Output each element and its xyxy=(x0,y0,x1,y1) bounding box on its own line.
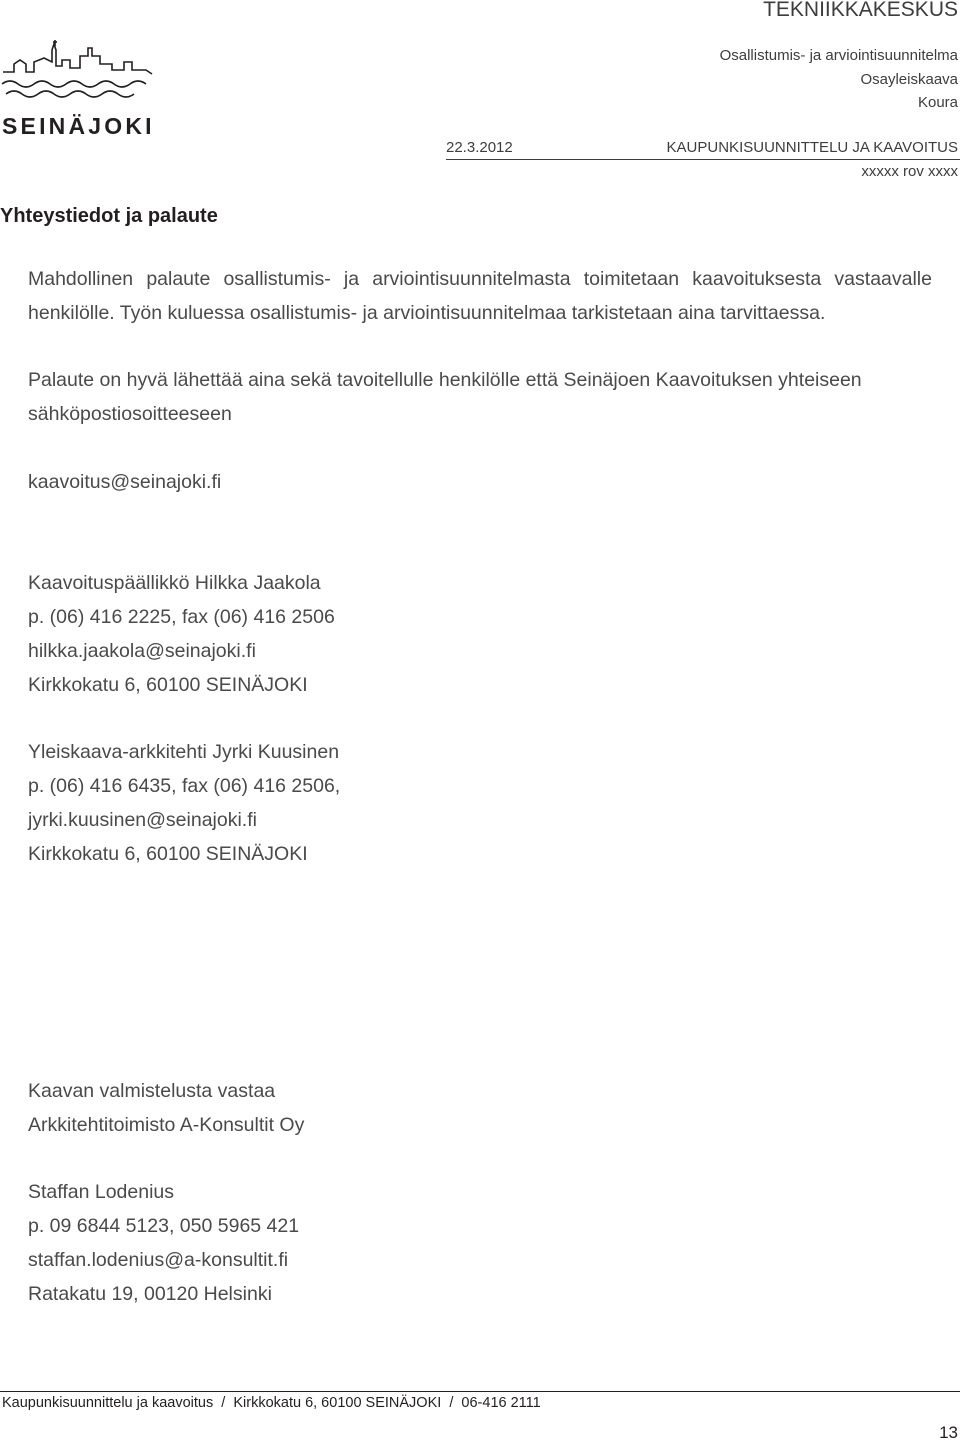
reference-code: xxxxx rov xxxx xyxy=(861,163,958,180)
unit-name: KAUPUNKISUUNNITTELU JA KAAVOITUS xyxy=(666,139,958,156)
email-instruction-paragraph: Palaute on hyvä lähettää aina sekä tavoitellulle henkilölle että Seinäjoen Kaavoituksen yhteiseen sähköpostiosoitteeseen xyxy=(28,369,862,425)
city-skyline-icon xyxy=(0,40,160,140)
logo-wordmark: SEINÄJOKI xyxy=(2,113,155,139)
seinajoki-logo xyxy=(0,40,160,140)
preparer-company: Arkkitehtitoimisto A-Konsultit Oy xyxy=(28,1114,305,1136)
department-heading: TEKNIIKKAKESKUS xyxy=(763,0,958,21)
page-number: 13 xyxy=(939,1423,958,1442)
document-date: 22.3.2012 xyxy=(446,139,513,156)
footer-text: Kaupunkisuunnittelu ja kaavoitus / Kirkkokatu 6, 60100 SEINÄJOKI / 06-416 2111 xyxy=(2,1395,541,1411)
contact3-phone: p. 09 6844 5123, 050 5965 421 xyxy=(28,1215,300,1237)
footer-divider xyxy=(0,1391,960,1392)
contact3-name: Staffan Lodenius xyxy=(28,1181,175,1203)
contact3-address: Ratakatu 19, 00120 Helsinki xyxy=(28,1283,272,1305)
plan-type: Osayleiskaava xyxy=(860,71,958,88)
contact1-email: hilkka.jaakola@seinajoki.fi xyxy=(28,640,256,662)
feedback-paragraph: Mahdollinen palaute osallistumis- ja arviointisuunnitelmasta toimitetaan kaavoituksesta vastaavalle henkilölle. Työn kuluessa osallistumis- ja arviointisuunnitelmaa tarkistetaan aina tarvittaessa. xyxy=(28,268,932,324)
document-type: Osallistumis- ja arviointisuunnitelma xyxy=(719,47,958,64)
contact1-title-name: Kaavoituspäällikkö Hilkka Jaakola xyxy=(28,572,321,594)
contact2-title-name: Yleiskaava-arkkitehti Jyrki Kuusinen xyxy=(28,741,340,763)
contact1-phone: p. (06) 416 2225, fax (06) 416 2506 xyxy=(28,606,335,628)
plan-area: Koura xyxy=(917,94,958,111)
section-title: Yhteystiedot ja palaute xyxy=(0,205,218,227)
contact1-address: Kirkkokatu 6, 60100 SEINÄJOKI xyxy=(28,674,308,696)
contact2-phone: p. (06) 416 6435, fax (06) 416 2506, xyxy=(28,775,341,797)
preparer-label: Kaavan valmistelusta vastaa xyxy=(28,1080,276,1102)
contact2-address: Kirkkokatu 6, 60100 SEINÄJOKI xyxy=(28,843,308,865)
contact2-email: jyrki.kuusinen@seinajoki.fi xyxy=(28,809,257,831)
contact3-email: staffan.lodenius@a-konsultit.fi xyxy=(28,1249,289,1271)
general-email: kaavoitus@seinajoki.fi xyxy=(28,471,222,493)
header-divider xyxy=(446,159,960,160)
